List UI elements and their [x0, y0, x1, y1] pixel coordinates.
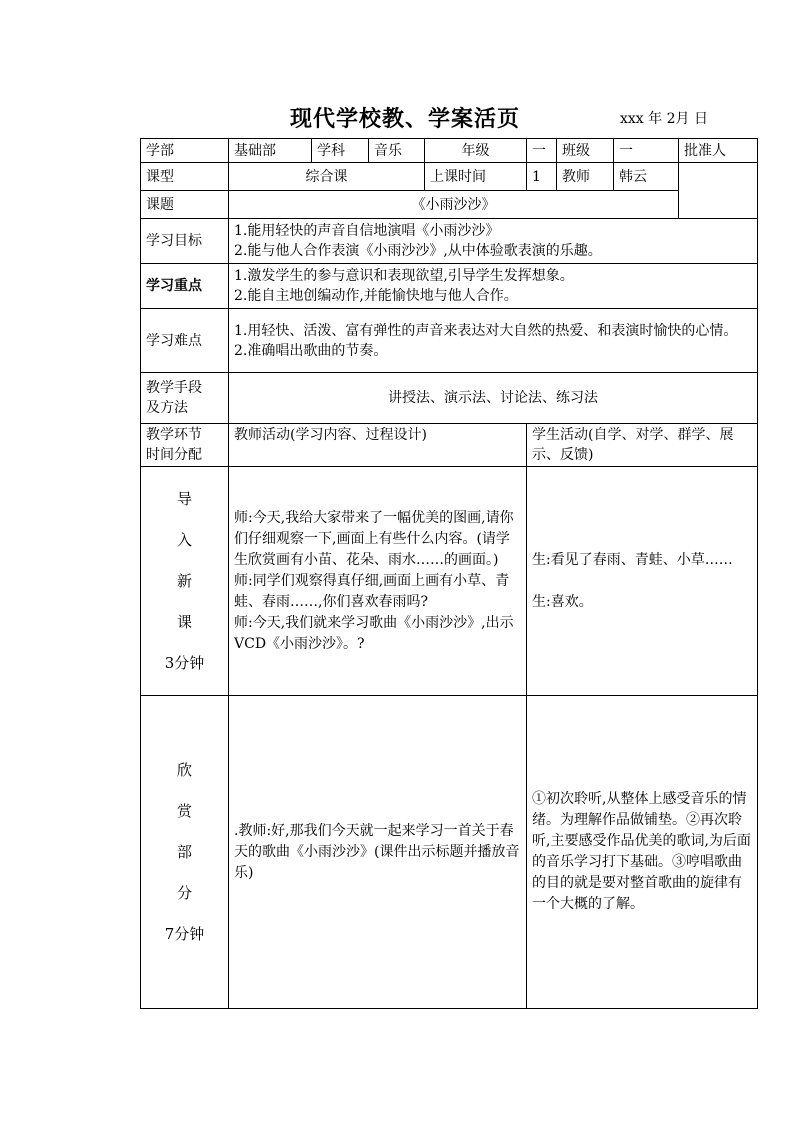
teacher-label: 教师	[557, 163, 614, 191]
teacher-activity-header: 教师活动(学习内容、过程设计)	[229, 424, 527, 467]
subject-label: 学科	[312, 139, 369, 163]
page-header	[0, 100, 794, 136]
lesson-plan-table	[140, 138, 758, 1009]
stage-char: 部	[176, 842, 192, 861]
page-title: 现代学校教、学案活页	[290, 106, 521, 132]
topic-value: 《小雨沙沙》	[229, 191, 679, 219]
grade-label: 年级	[425, 139, 527, 163]
student-activity-header: 学生活动(自学、对学、群学、展示、反馈)	[527, 424, 758, 467]
approver-label: 批准人	[679, 139, 758, 163]
stage-char: 新	[176, 571, 192, 590]
info-row-2	[141, 163, 758, 191]
focus-label: 学习重点	[141, 264, 229, 309]
goals-row	[141, 219, 758, 264]
type-value: 综合课	[229, 163, 425, 191]
difficulty-content	[229, 309, 758, 373]
stage-time: 3分钟	[164, 653, 205, 672]
appreciation-section-row	[141, 696, 758, 1009]
appreciation-teacher-activity: .教师:好,那我们今天就一起来学习一首关于春天的歌曲《小雨沙沙》(课件出示标题并播放音乐)	[229, 696, 527, 1009]
stage-header-line: 教学环节	[146, 427, 202, 443]
type-label: 课型	[141, 163, 229, 191]
goals-content	[229, 219, 758, 264]
time-value: 1	[527, 163, 557, 191]
intro-section-row	[141, 467, 758, 696]
stage-char: 赏	[176, 801, 192, 820]
focus-item: 2.能自主地创编动作,并能愉快地与他人合作。	[234, 288, 518, 304]
stage-time: 7分钟	[164, 924, 205, 943]
methods-label	[141, 373, 229, 424]
stage-char: 分	[176, 883, 192, 902]
stage-char: 课	[176, 612, 192, 631]
intro-student-activity: 生:看见了春雨、青蛙、小草…… 生:喜欢。	[527, 467, 758, 696]
stage-header-line: 时间分配	[146, 447, 202, 463]
focus-row	[141, 264, 758, 309]
approver-signature-cell	[679, 163, 758, 219]
stage-char: 导	[176, 489, 192, 508]
goals-label: 学习目标	[141, 219, 229, 264]
time-label: 上课时间	[425, 163, 527, 191]
stage-char: 欣	[176, 760, 192, 779]
difficulty-row	[141, 309, 758, 373]
difficulty-item: 2.准确唱出歌曲的节奏。	[234, 342, 388, 359]
stage-char: 入	[176, 530, 192, 549]
class-label: 班级	[557, 139, 614, 163]
methods-label-line: 教学手段	[146, 380, 202, 396]
subject-value: 音乐	[369, 139, 425, 163]
date-line: xxx 年 2月 日	[620, 111, 708, 127]
focus-content	[229, 264, 758, 309]
info-row-1	[141, 139, 758, 163]
difficulty-item: 1.用轻快、活泼、富有弹性的声音来表达对大自然的热爱、和表演时愉快的心情。	[234, 322, 738, 339]
appreciation-student-activity: ①初次聆听,从整体上感受音乐的情绪。为理解作品做铺垫。②再次聆听,主要感受作品优美的歌词,为后面的音乐学习打下基础。③哼唱歌曲的目的就是要对整首歌曲的旋律有一个大概的了解。	[527, 696, 758, 1009]
intro-stage	[141, 467, 229, 696]
methods-row	[141, 373, 758, 424]
dept-value: 基础部	[229, 139, 312, 163]
teacher-value: 韩云	[614, 163, 679, 191]
column-header-row	[141, 424, 758, 467]
focus-item: 1.激发学生的参与意识和表现欲望,引导学生发挥想象。	[234, 268, 574, 284]
topic-label: 课题	[141, 191, 229, 219]
class-value: 一	[614, 139, 679, 163]
goal-item: 2.能与他人合作表演《小雨沙沙》,从中体验歌表演的乐趣。	[234, 243, 602, 259]
intro-teacher-activity: 师:今天,我给大家带来了一幅优美的图画,请你们仔细观察一下,画面上有些什么内容。(请学生欣赏画有小苗、花朵、雨水……的画面。) 师:同学们观察得真仔细,画面上画有小草、青蛙、春雨……,你们喜欢春雨吗? 师:今天,我们就来学习歌曲《小雨沙沙》,出示VCD《小雨沙沙》。?	[229, 467, 527, 696]
methods-value: 讲授法、演示法、讨论法、练习法	[229, 373, 758, 424]
goal-item: 1.能用轻快的声音自信地演唱《小雨沙沙》	[234, 223, 500, 239]
stage-header	[141, 424, 229, 467]
appreciation-stage	[141, 696, 229, 1009]
difficulty-label: 学习难点	[141, 309, 229, 373]
topic-row	[141, 191, 758, 219]
grade-value: 一	[527, 139, 557, 163]
dept-label: 学部	[141, 139, 229, 163]
methods-label-line: 及方法	[146, 400, 188, 416]
